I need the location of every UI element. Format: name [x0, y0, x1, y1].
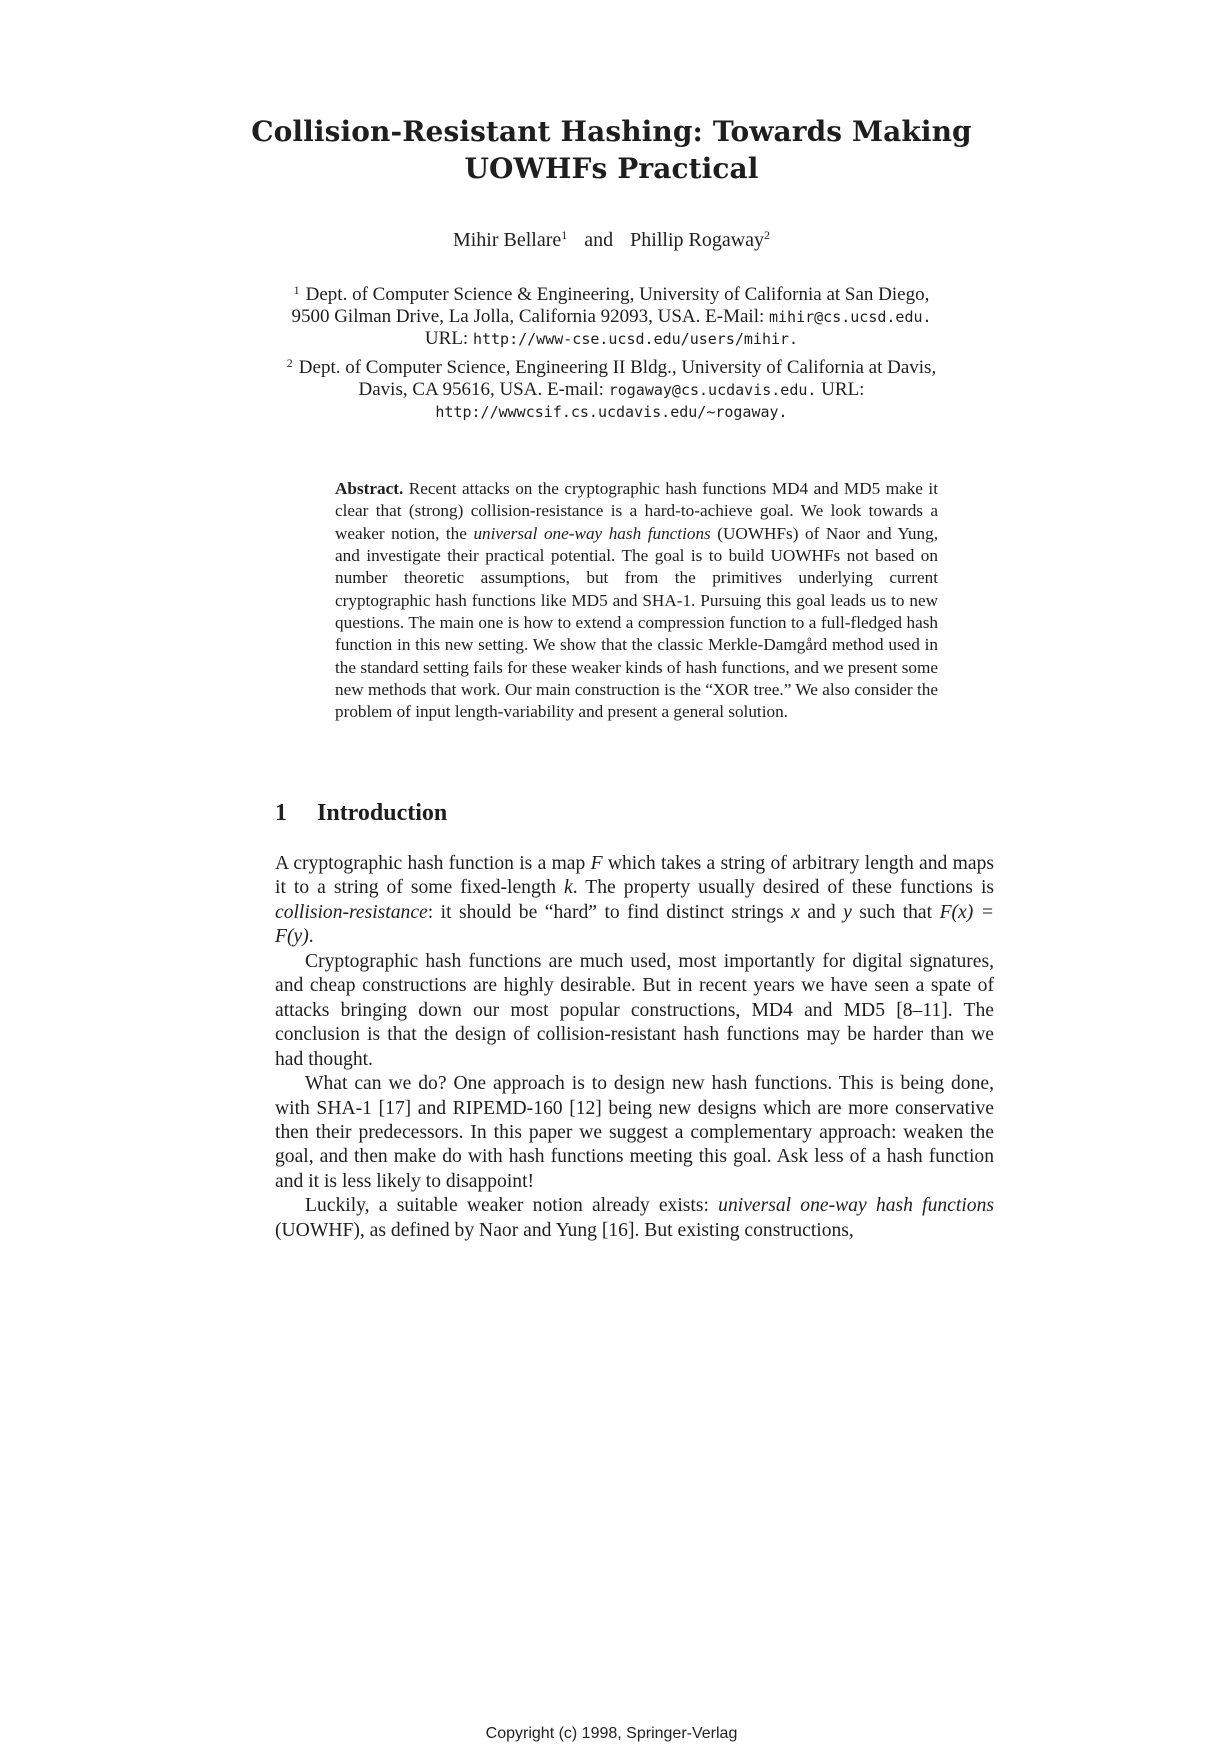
copyright-footer: Copyright (c) 1998, Springer-Verlag — [485, 1725, 738, 1742]
affiliation-line: $^1$ Dept. of Computer Science & Engineering, University of California at San Diego, — [293, 283, 930, 305]
affiliation-line — [0, 401, 1223, 423]
section-title: Introduction — [317, 800, 448, 826]
math-symbol: F — [590, 853, 603, 874]
section-number: 1 — [275, 800, 287, 826]
author-name: Phillip Rogaway — [630, 229, 765, 251]
paragraph: Cryptographic hash functions are much used, most importantly for digital signatures, and cheap constructions are highly desirable. But in recent years we have seen a spate of attacks bringing down our most popular constructions, MD4 and MD5 [8–11]. The conclusion is that the design of collision-resistant hash functions may be harder than we had thought. — [275, 950, 994, 1070]
affiliation-line: Davis, CA 95616, USA. E-mail: rogaway@cs.ucdavis.edu. URL: — [358, 379, 865, 400]
paper-title-line-2: UOWHFs Practical — [464, 152, 759, 185]
paper-title-line-1: Collision-Resistant Hashing: Towards Making — [251, 115, 972, 148]
email-address: rogaway@cs.ucdavis.edu. — [608, 381, 817, 399]
affiliation-mark: 1 — [293, 283, 300, 297]
url-link[interactable]: http://wwwcsif.cs.ucdavis.edu/~rogaway. — [435, 403, 788, 421]
math-symbol: y — [843, 901, 852, 923]
author-name: Mihir Bellare — [452, 229, 562, 251]
math-symbol: x — [791, 901, 800, 923]
affiliation-line: 9500 Gilman Drive, La Jolla, California 92093, USA. E-Mail: mihir@cs.ucsd.edu. — [291, 306, 932, 327]
section-heading — [275, 800, 447, 827]
affiliation-2 — [0, 352, 1223, 423]
affiliation-line: $^2$ Dept. of Computer Science, Engineering II Bldg., University of California at Davis, — [286, 356, 937, 378]
emphasis-text: universal one-way hash functions — [473, 523, 711, 543]
author-conjunction: and — [584, 229, 614, 251]
author-line — [0, 228, 1223, 252]
affiliation-mark: 2 — [286, 356, 293, 370]
affiliation-line: URL: http://www-cse.ucsd.edu/users/mihir. — [424, 328, 799, 349]
url-link[interactable]: http://www-cse.ucsd.edu/users/mihir. — [472, 330, 799, 348]
abstract: Abstract. Recent attacks on the cryptographic hash functions MD4 and MD5 make it clear that (strong) collision-resistance is a hard-to-achieve goal. We look towards a weaker notion, the universal one-way hash functions (UOWHFs) of Naor and Yung, and investigate their practical potential. The goal is to build UOWHFs not based on number theoretic assumptions, but from the primitives underlying current cryptographic hash functions like MD5 and SHA-1. Pursuing this goal leads us to new questions. The main one is how to extend a compression function to a full-fledged hash function in this new setting. We show that the classic Merkle-Damgård method used in the standard setting fails for these weaker kinds of hash functions, and we present some new methods that work. Our main construction is the “XOR tree.” We also consider the problem of input length-variability and present a general solution. — [335, 479, 939, 722]
affiliation-mark: 1 — [561, 228, 568, 242]
emphasis-text: universal one-way hash functions — [718, 1195, 994, 1217]
paragraph: What can we do? One approach is to design new hash functions. This is being done, with SHA-1 [17] and RIPEMD-160 [12] being new designs which are more conservative then their predecessors. In this paper we suggest a complementary approach: weaken the goal, and then make do with hash functions meeting this goal. Ask less of a hash function and it is less likely to disappoint! — [275, 1073, 994, 1192]
emphasis-text: collision-resistance — [275, 901, 428, 923]
affiliation-1 — [0, 279, 1223, 350]
email-address: mihir@cs.ucsd.edu. — [769, 308, 932, 326]
paragraph: Luckily, a suitable weaker notion already exists: universal one-way hash functions (UOWHF), as defined by Naor and Yung [16]. But existing constructions, — [275, 1195, 994, 1241]
math-equation: F(x) = F(y) — [275, 901, 994, 948]
affiliation-mark: 2 — [764, 228, 771, 242]
body-text — [275, 852, 994, 1243]
abstract-label: Abstract. — [335, 479, 404, 498]
math-symbol: k — [564, 877, 573, 899]
paragraph: A cryptographic hash function is a map F which takes a string of arbitrary length and maps it to a string of some fixed-length k. The property usually desired of these functions is collision-resistance: it should be “hard” to find distinct strings x and y such that F(x) = F(y). — [275, 853, 995, 948]
